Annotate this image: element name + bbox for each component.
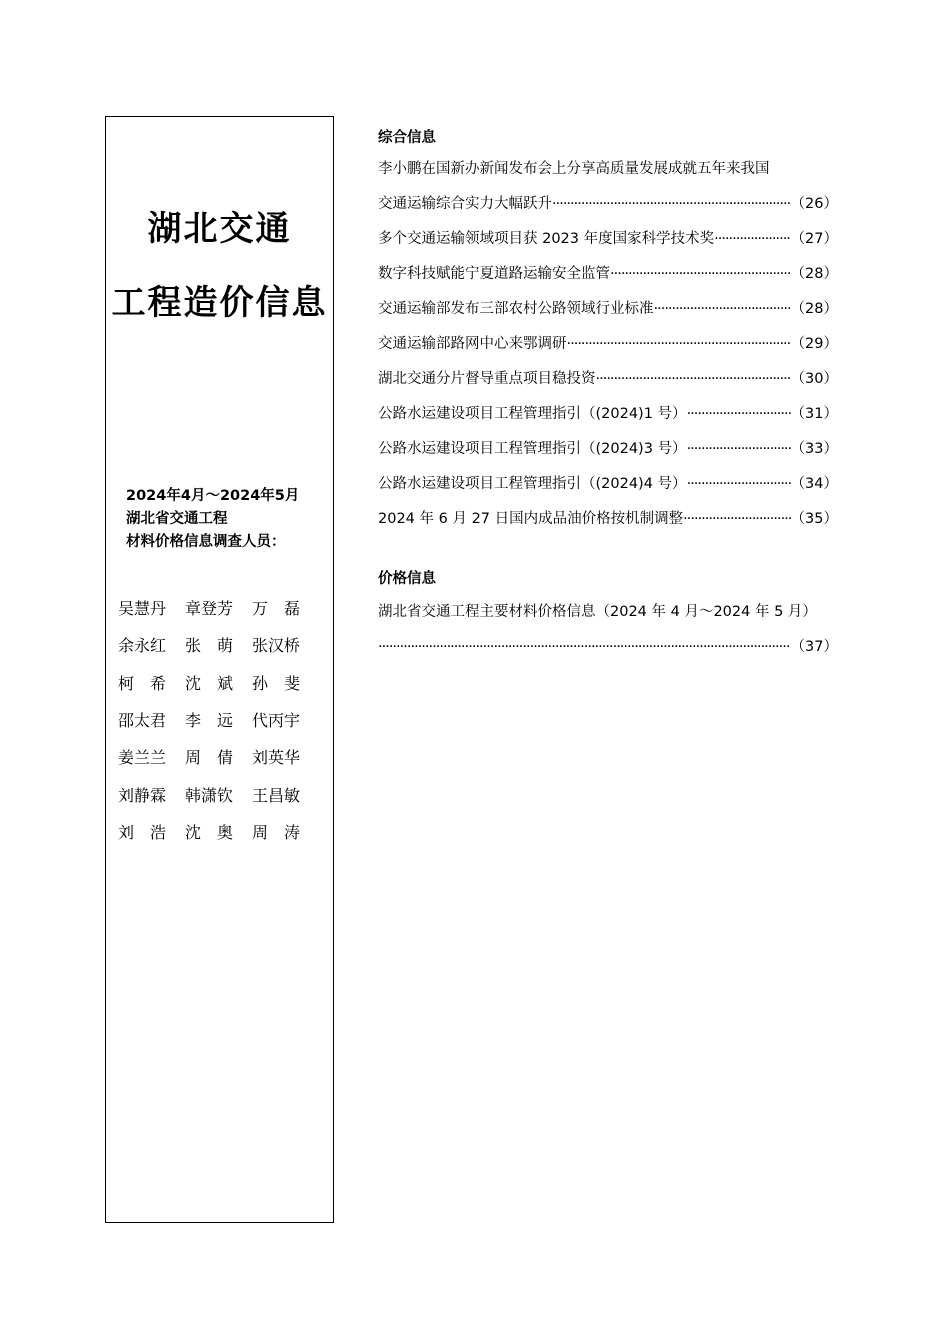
staff-name: 刘静霖 [118,785,167,805]
toc-item-line[interactable] [378,152,838,187]
toc-item-page: （27） [790,231,838,247]
toc-item-title: 交通运输部发布三部农村公路领域行业标准 [378,301,654,317]
staff-name: 万 磊 [252,599,301,619]
toc-item-page: （35） [790,511,838,527]
staff-name: 周 倩 [185,748,234,768]
staff-name: 姜兰兰 [118,748,167,768]
staff-grid [118,589,323,850]
toc-item[interactable] [378,222,838,257]
staff-name: 孙 斐 [252,673,301,693]
toc-item-title: 多个交通运输领域项目获 2023 年度国家科学技术奖 [378,231,715,247]
survey-info [126,485,299,554]
staff-row [118,589,323,626]
section-heading-price: 价格信息 [378,571,436,587]
toc-item-page: （26） [790,196,838,212]
toc-item[interactable] [378,362,838,397]
toc-item-page: （33） [790,441,838,457]
staff-name: 柯 希 [118,673,167,693]
dot-leader [714,222,790,257]
staff-name: 张 萌 [185,636,234,656]
staff-name: 余永红 [118,636,167,656]
toc-item-title: 数字科技赋能宁夏道路运输安全监管 [378,266,610,282]
toc-item[interactable] [378,630,838,665]
section-heading-general: 综合信息 [378,130,436,146]
dot-leader [654,292,791,327]
staff-name: 王昌敏 [252,785,301,805]
staff-name: 刘英华 [252,748,301,768]
staff-name: 李 远 [185,711,234,731]
staff-name: 刘 浩 [118,822,167,842]
publication-title-line-2: 工程造价信息 [111,283,328,323]
toc-item[interactable] [378,327,838,362]
dot-leader [378,630,791,665]
staff-name: 沈 奥 [185,822,234,842]
staff-name: 邵太君 [118,711,167,731]
toc-item[interactable] [378,467,838,502]
toc-item-page: （31） [790,406,838,422]
survey-organization: 湖北省交通工程 [126,511,228,527]
staff-name: 沈 斌 [185,673,234,693]
toc-item-title: 李小鹏在国新办新闻发布会上分享高质量发展成就五年来我国 [378,161,770,177]
publication-title-line-1: 湖北交通 [147,209,292,249]
staff-name: 章登芳 [185,599,234,619]
toc-item[interactable] [378,432,838,467]
sidebar-panel [105,116,334,1223]
dot-leader [687,397,791,432]
toc-item-page: （28） [790,266,838,282]
table-of-contents [378,124,838,665]
toc-item-title: 公路水运建设项目工程管理指引（(2024)1 号） [378,406,687,422]
staff-row [118,775,323,812]
dot-leader [610,257,791,292]
toc-item[interactable] [378,397,838,432]
survey-period: 2024年4月～2024年5月 [126,488,300,504]
dot-leader [687,432,791,467]
staff-name: 韩潇钦 [185,785,234,805]
toc-item[interactable] [378,187,838,222]
dot-leader [596,362,791,397]
toc-item-line[interactable] [378,595,838,630]
toc-item-title: 湖北交通分片督导重点项目稳投资 [378,371,596,387]
toc-item-title: 2024 年 6 月 27 日国内成品油价格按机制调整 [378,511,684,527]
staff-name: 代丙宇 [252,711,301,731]
dot-leader [567,327,791,362]
dot-leader [687,467,791,502]
staff-row [118,738,323,775]
staff-name: 周 涛 [252,822,301,842]
toc-item[interactable] [378,292,838,327]
toc-item-page: （29） [790,336,838,352]
toc-item-title: 公路水运建设项目工程管理指引（(2024)3 号） [378,441,687,457]
toc-item-title: 交通运输综合实力大幅跃升 [378,196,552,212]
dot-leader [552,187,791,222]
section-spacer [378,537,838,565]
staff-name: 张汉桥 [252,636,301,656]
staff-label: 材料价格信息调查人员： [126,534,286,550]
staff-row [118,664,323,701]
toc-item-page: （37） [790,639,838,655]
toc-item-title: 湖北省交通工程主要材料价格信息（2024 年 4 月～2024 年 5 月） [378,604,817,620]
staff-row [118,701,323,738]
toc-item[interactable] [378,257,838,292]
toc-item[interactable] [378,502,838,537]
staff-name: 吴慧丹 [118,599,167,619]
toc-item-page: （34） [790,476,838,492]
toc-item-page: （30） [790,371,838,387]
toc-item-title: 交通运输部路网中心来鄂调研 [378,336,567,352]
staff-row [118,813,323,850]
staff-row [118,626,323,663]
toc-item-title: 公路水运建设项目工程管理指引（(2024)4 号） [378,476,687,492]
toc-item-page: （28） [790,301,838,317]
dot-leader [683,502,790,537]
